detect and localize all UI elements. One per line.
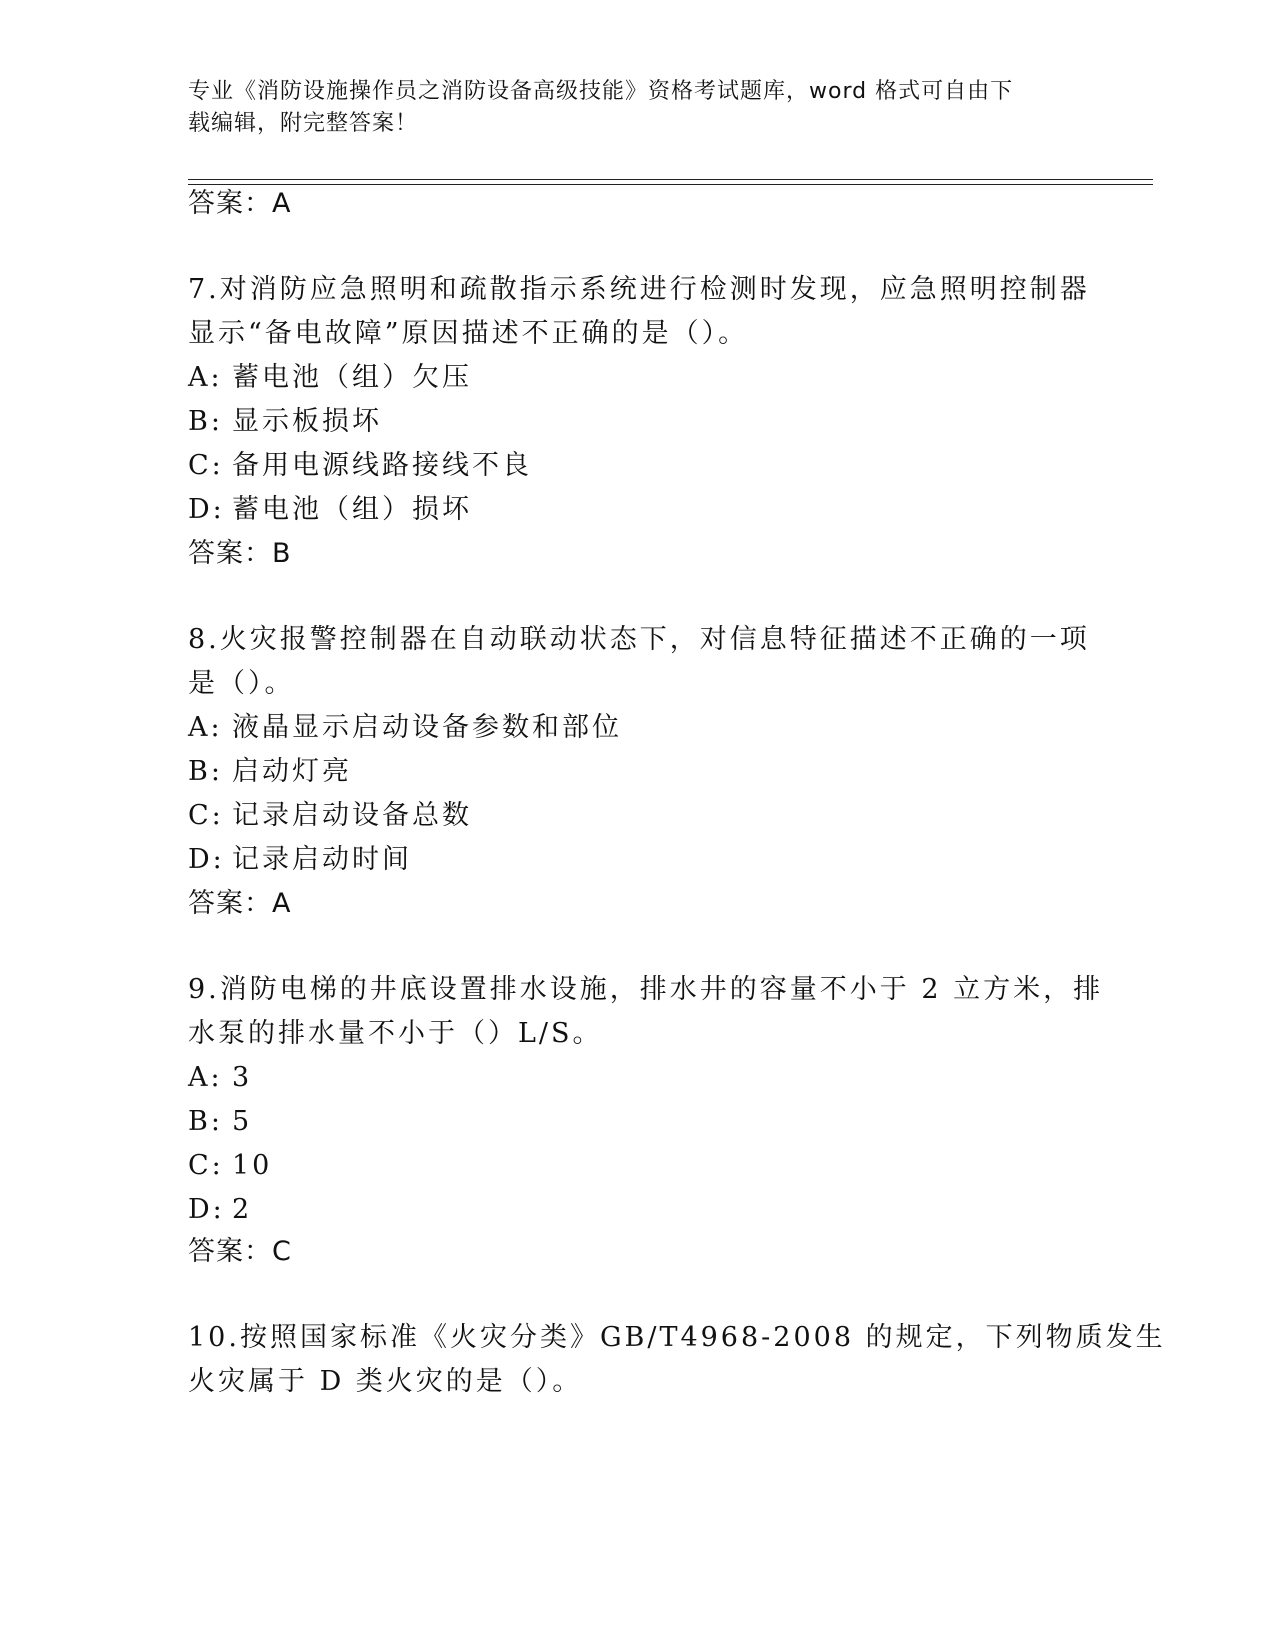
question-10-line-1: 10.按照国家标准《火灾分类》GB/T4968-2008 的规定，下列物质发生 (188, 1322, 1166, 1353)
question-9-option-d (188, 1192, 252, 1228)
question-8-line-2: 是（）。 (188, 668, 295, 699)
question-7-answer: 答案：B (188, 538, 292, 569)
option-key: C: (188, 800, 224, 831)
question-8-option-d (188, 842, 412, 878)
header-line-2: 载编辑，附完整答案！ (188, 111, 419, 136)
option-key: A: (188, 1062, 223, 1093)
option-text: 显示板损坏 (232, 406, 382, 437)
question-7-line-2: 显示“备电故障”原因描述不正确的是（）。 (188, 318, 749, 349)
option-key: A: (188, 362, 223, 393)
question-7-line-1: 7.对消防应急照明和疏散指示系统进行检测时发现，应急照明控制器 (188, 274, 1090, 305)
option-key: D: (188, 1194, 225, 1225)
option-text: 记录启动时间 (232, 844, 412, 875)
option-key: C: (188, 450, 224, 481)
question-8-answer: 答案：A (188, 888, 292, 919)
question-9-option-b (188, 1104, 252, 1140)
option-text: 记录启动设备总数 (232, 800, 472, 831)
option-text: 蓄电池（组）损坏 (232, 494, 472, 525)
question-9-answer: 答案：C (188, 1236, 292, 1267)
option-key: B: (188, 406, 223, 437)
question-8-option-b (188, 754, 352, 790)
option-text: 备用电源线路接线不良 (232, 450, 532, 481)
option-text: 5 (232, 1106, 253, 1137)
option-key: D: (188, 494, 225, 525)
option-text: 2 (232, 1194, 253, 1225)
answer-previous: 答案：A (188, 188, 292, 219)
option-key: B: (188, 756, 223, 787)
option-key: A: (188, 712, 223, 743)
option-text: 3 (232, 1062, 253, 1093)
question-8-line-1: 8.火灾报警控制器在自动联动状态下，对信息特征描述不正确的一项 (188, 624, 1090, 655)
option-text: 液晶显示启动设备参数和部位 (232, 712, 622, 743)
question-8-option-c (188, 798, 472, 834)
option-key: D: (188, 844, 225, 875)
question-7-option-b (188, 404, 382, 440)
question-9-line-2: 水泵的排水量不小于（）L/S。 (188, 1018, 603, 1049)
option-key: B: (188, 1106, 223, 1137)
header-divider-bottom (188, 184, 1153, 185)
question-7-option-c (188, 448, 532, 484)
question-7-option-d (188, 492, 472, 528)
header-line-1: 专业《消防设施操作员之消防设备高级技能》资格考试题库，word 格式可自由下 (188, 79, 1014, 104)
document-header (188, 76, 1068, 140)
option-text: 蓄电池（组）欠压 (232, 362, 472, 393)
option-text: 启动灯亮 (232, 756, 352, 787)
question-10-line-2: 火灾属于 D 类火灾的是（）。 (188, 1366, 583, 1397)
question-9-option-a (188, 1060, 252, 1096)
option-key: C: (188, 1150, 224, 1181)
question-8-option-a (188, 710, 622, 746)
question-7-option-a (188, 360, 472, 396)
question-9-line-1: 9.消防电梯的井底设置排水设施，排水井的容量不小于 2 立方米，排 (188, 974, 1104, 1005)
header-divider-top (188, 179, 1153, 180)
option-text: 10 (232, 1150, 273, 1181)
question-9-option-c (188, 1148, 272, 1184)
